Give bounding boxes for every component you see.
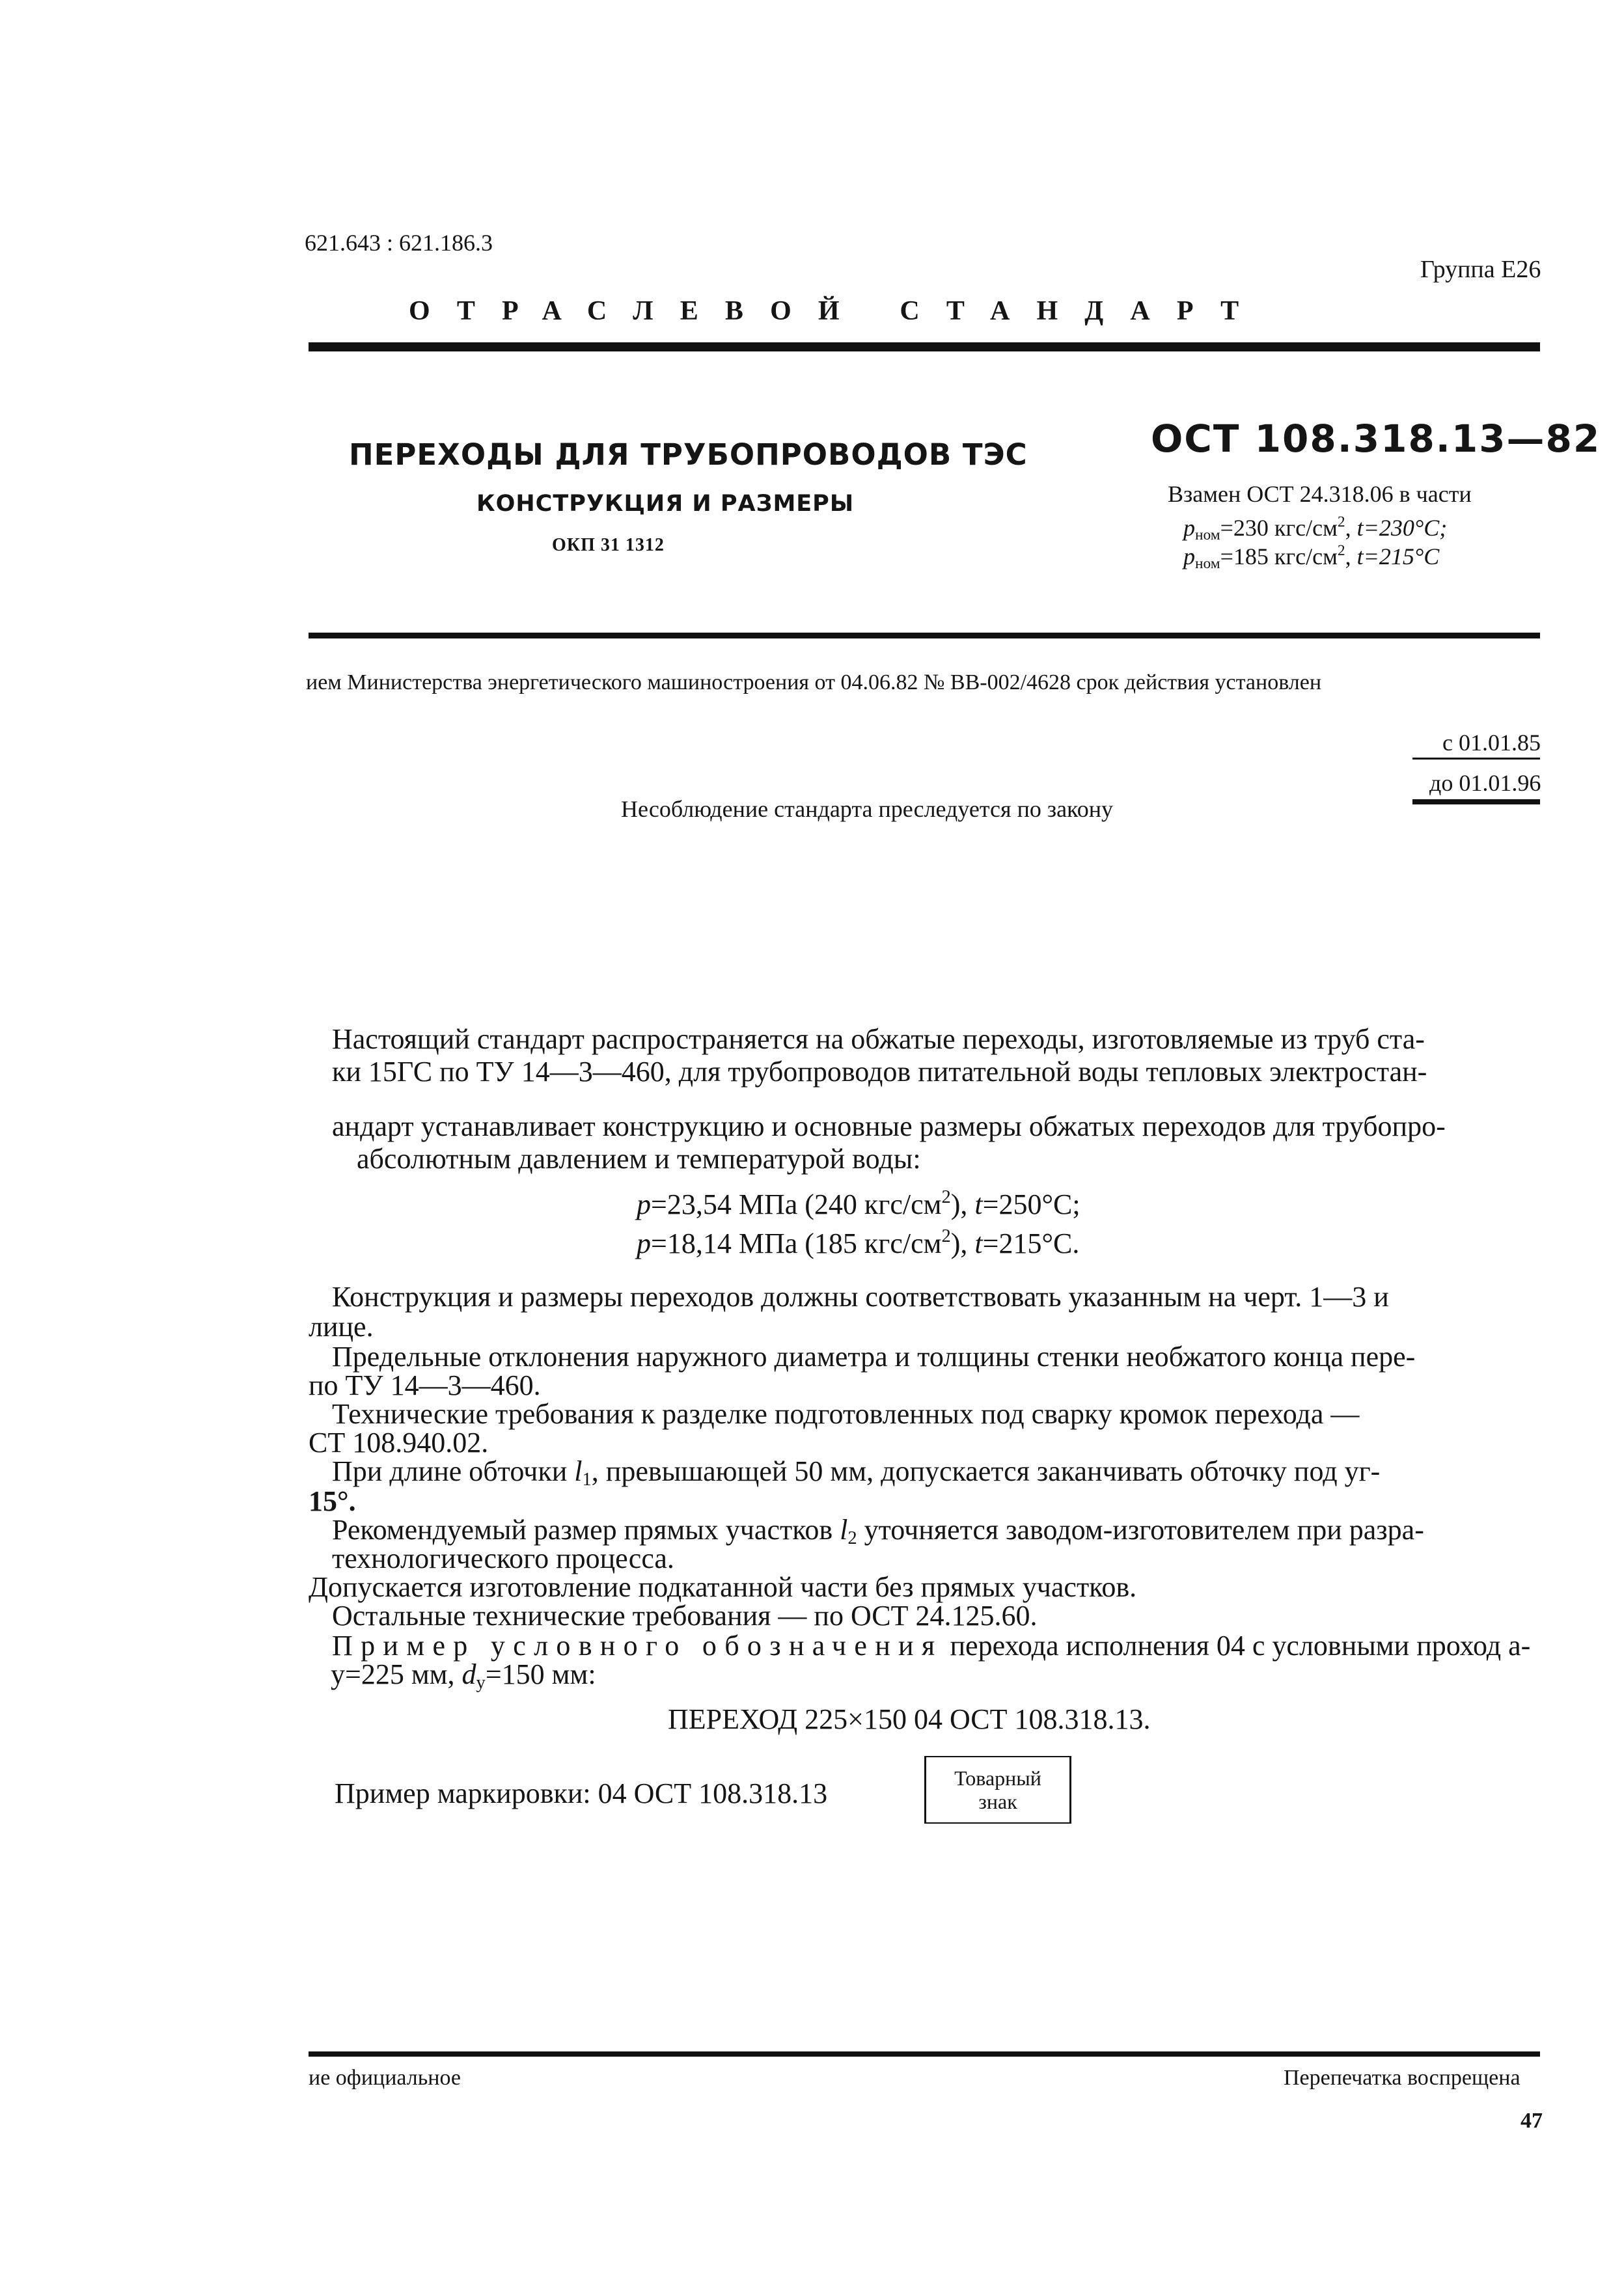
body-p9: Остальные технические требования — по ОСТ 24.125.60. (332, 1600, 1038, 1632)
group-label: Группа Е26 (1420, 256, 1541, 283)
formula-2: p=18,14 МПа (185 кгс/$см^2$), t=215°С. (637, 1226, 1080, 1259)
trademark-line-2: знак (978, 1790, 1017, 1813)
body-p4-line2: по ТУ 14—3—460. (309, 1369, 541, 1401)
trademark-line-1: Товарный (954, 1766, 1041, 1790)
body-p8: Допускается изготовление подкатанной части без прямых участков. (309, 1571, 1137, 1603)
body-p5-line2: СТ 108.940.02. (309, 1427, 489, 1459)
replaces-line-1: $p_{ном}=230$ кгс/$см^2$, t=230°C; (1183, 513, 1448, 543)
body-p5-line1: Технические требования к разделке подготовленных под сварку кромок перехода — (332, 1398, 1360, 1430)
page-title: ПЕРЕХОДЫ ДЛЯ ТРУБОПРОВОДОВ ТЭС (349, 437, 1028, 472)
valid-to: до 01.01.96 (1429, 770, 1541, 796)
footer-left: ие официальное (309, 2066, 461, 2090)
trademark-box (924, 1756, 1071, 1824)
body-p2-line2: абсолютным давлением и температурой воды: (357, 1143, 921, 1175)
standard-kind: ОТРАСЛЕВОЙ СТАНДАРТ (409, 296, 1266, 326)
replaces-note: Взамен ОСТ 24.318.06 в части (1168, 481, 1472, 507)
valid-from-rule (1412, 758, 1540, 760)
footer-right: Перепечатка воспрещена (1284, 2066, 1521, 2090)
body-p2-line1: андарт устанавливает конструкцию и основные размеры обжатых переходов для трубопро- (332, 1110, 1446, 1142)
valid-to-rule (1412, 799, 1540, 804)
body-p7-line1: Рекомендуемый размер прямых участков $l_2$ уточняется заводом-изготовителем при разра- (332, 1514, 1424, 1549)
body-p6-line1: При длине обточки $l_1$, превышающей 50 мм, допускается заканчивать обточку под уг- (332, 1455, 1381, 1490)
valid-from: с 01.01.85 (1442, 730, 1541, 756)
udc-code: 621.643 : 621.186.3 (305, 230, 493, 256)
approval-text: ием Министерства энергетического машиностроения от 04.06.82 № ВВ-002/4628 срок действия установлен (306, 670, 1322, 694)
body-p4-line1: Предельные отклонения наружного диаметра и толщины стенки необжатого конца пере- (332, 1341, 1416, 1373)
page-number: 47 (1521, 2109, 1543, 2133)
body-p7-line2: технологического процесса. (332, 1542, 674, 1574)
formula-1: p=23,54 МПа (240 кгс/$см^2$), t=250°С; (637, 1186, 1080, 1220)
body-p6-line2: 15°. (309, 1485, 356, 1517)
standard-code: ОСТ 108.318.13—82 (1151, 417, 1601, 461)
legal-notice: Несоблюдение стандарта преследуется по закону (621, 796, 1113, 822)
okp-code: ОКП 31 1312 (552, 535, 665, 555)
body-p3-line2: лице. (309, 1311, 374, 1343)
header-rule (309, 342, 1540, 351)
page-subtitle: КОНСТРУКЦИЯ И РАЗМЕРЫ (476, 491, 855, 517)
designation-example: ПЕРЕХОД 225×150 04 ОСТ 108.318.13. (668, 1703, 1151, 1735)
body-p10-line1: Пример условного обозначения перехода исполнения 04 с условными проход а- (332, 1630, 1531, 1662)
body-p1-line1: Настоящий стандарт распространяется на обжатые переходы, изготовляемые из труб ста- (332, 1023, 1425, 1055)
marking-example: Пример маркировки: 04 ОСТ 108.318.13 (335, 1777, 828, 1809)
body-p3-line1: Конструкция и размеры переходов должны соответствовать указанным на черт. 1—3 и (332, 1281, 1389, 1313)
replaces-line-2: $p_{ном}=185$ кгс/$см^2$, t=215°C (1183, 541, 1440, 572)
body-p10-line2: у=225 мм, $d_у=150$ мм: (331, 1658, 596, 1693)
footer-rule (309, 2051, 1540, 2057)
approval-rule (309, 633, 1540, 638)
body-p1-line2: ки 15ГС по ТУ 14—3—460, для трубопроводов питательной воды тепловых электростан- (332, 1056, 1427, 1088)
